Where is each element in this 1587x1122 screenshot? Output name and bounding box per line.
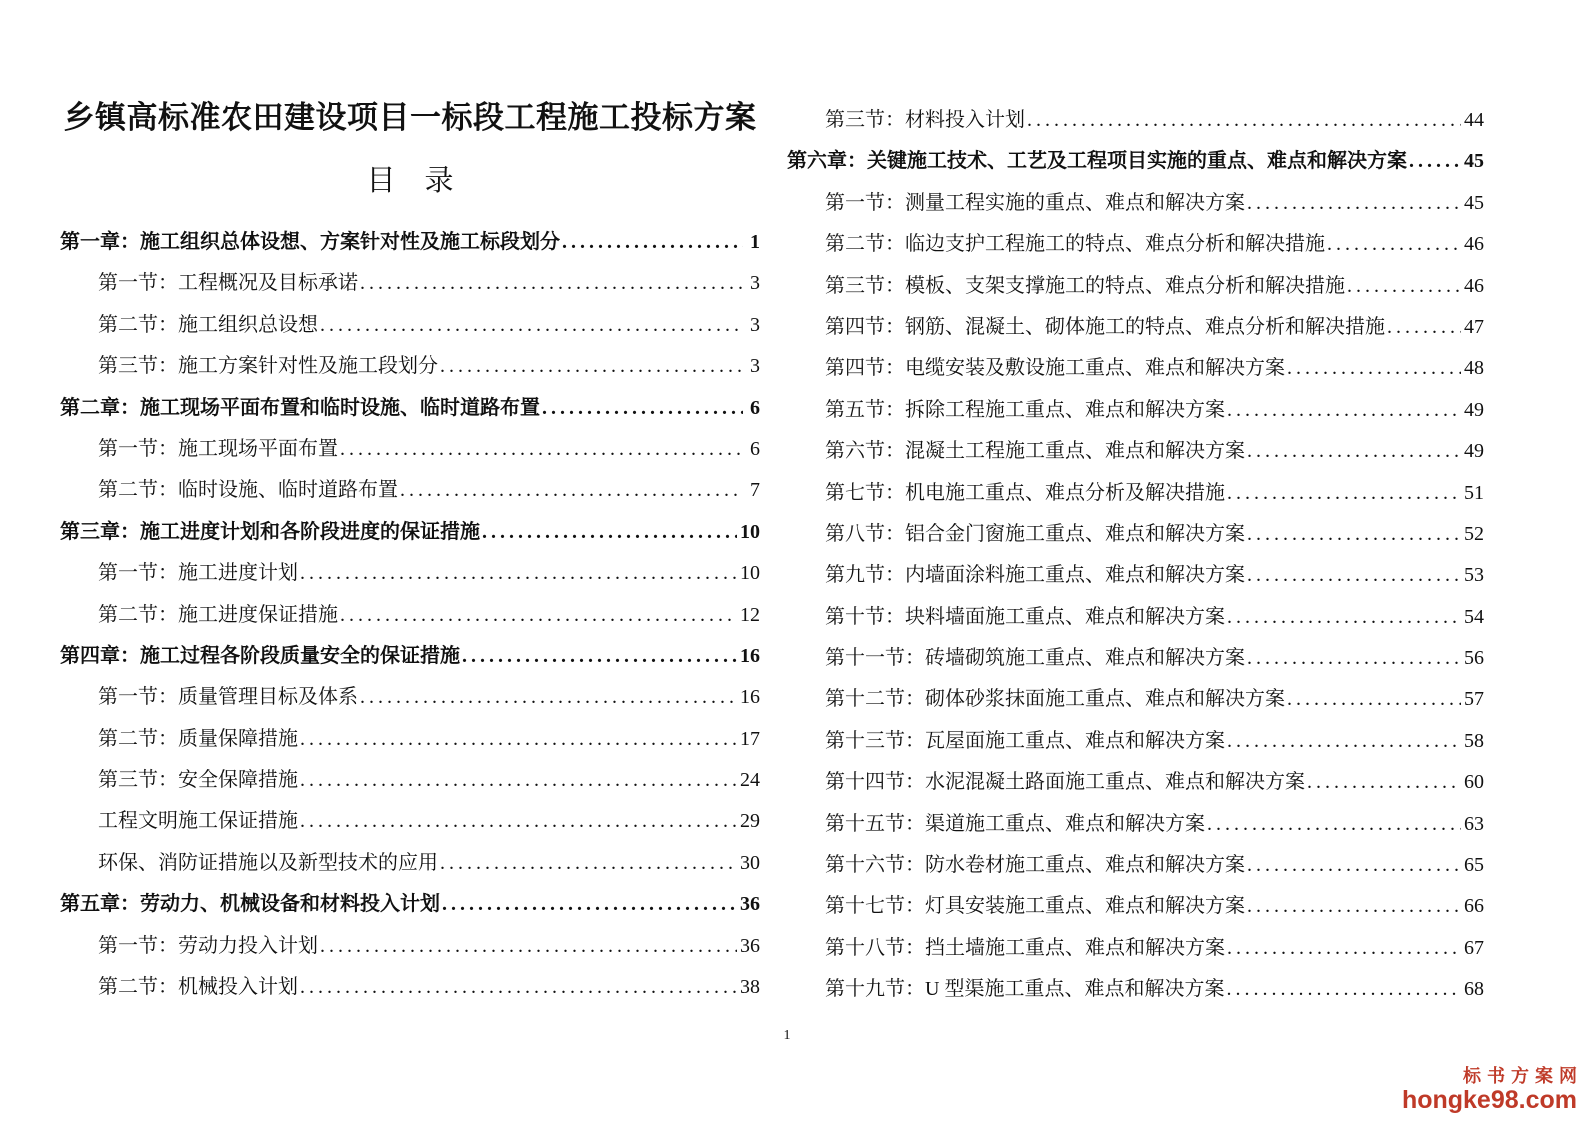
toc-leader-dots bbox=[1227, 721, 1461, 762]
toc-entry-label: 第十七节：灯具安装施工重点、难点和解决方案 bbox=[825, 895, 1245, 918]
toc-column-right bbox=[787, 100, 1484, 1011]
toc-heading: 目 录 bbox=[366, 165, 454, 197]
toc-entry-label: 第二章：施工现场平面布置和临时设施、临时道路布置 bbox=[60, 396, 540, 419]
toc-entry-label: 第一节：工程概况及目标承诺 bbox=[98, 272, 358, 295]
toc-leader-dots bbox=[1307, 762, 1461, 803]
toc-entry-label: 第十六节：防水卷材施工重点、难点和解决方案 bbox=[825, 854, 1245, 877]
toc-entry-label: 第一节：施工现场平面布置 bbox=[98, 437, 338, 460]
toc-entry bbox=[787, 307, 1484, 348]
toc-entry-label: 第三节：安全保障措施 bbox=[98, 769, 298, 792]
toc-entry bbox=[60, 884, 760, 925]
toc-entry-label: 第一节：施工进度计划 bbox=[98, 562, 298, 585]
toc-leader-dots bbox=[1227, 928, 1461, 969]
toc-entry-page: 6 bbox=[750, 437, 760, 460]
toc-entry-page: 1 bbox=[750, 231, 760, 253]
toc-leader-dots bbox=[1247, 845, 1461, 886]
toc-entry bbox=[787, 886, 1484, 927]
toc-entry-label: 第二节：机械投入计划 bbox=[98, 976, 298, 999]
toc-entry bbox=[60, 470, 760, 511]
toc-leader-dots bbox=[300, 719, 737, 760]
toc-entry-label: 第四节：钢筋、混凝土、砌体施工的特点、难点分析和解决措施 bbox=[825, 315, 1385, 338]
toc-entry bbox=[787, 845, 1484, 886]
toc-leader-dots bbox=[1347, 266, 1461, 307]
toc-entry-page: 58 bbox=[1464, 729, 1484, 752]
toc-entry-label: 环保、消防证措施以及新型技术的应用 bbox=[98, 851, 438, 874]
toc-entry-page: 7 bbox=[750, 479, 760, 502]
toc-entry-page: 60 bbox=[1464, 771, 1484, 794]
toc-entry-label: 第一节：测量工程实施的重点、难点和解决方案 bbox=[825, 191, 1245, 214]
toc-entry bbox=[787, 928, 1484, 969]
page-title: 乡镇高标准农田建设项目一标段工程施工投标方案 bbox=[63, 100, 757, 135]
toc-entry-page: 3 bbox=[750, 313, 760, 336]
toc-entry-page: 36 bbox=[740, 893, 760, 916]
toc-entry-page: 66 bbox=[1464, 895, 1484, 918]
toc-leader-dots bbox=[1247, 886, 1461, 927]
toc-entry bbox=[60, 346, 760, 387]
toc-entry bbox=[787, 348, 1484, 389]
toc-entry-page: 10 bbox=[740, 520, 760, 543]
toc-entry-page: 65 bbox=[1464, 854, 1484, 877]
toc-entry-page: 46 bbox=[1464, 274, 1484, 297]
toc-leader-dots bbox=[1227, 390, 1461, 431]
toc-entry-page: 30 bbox=[740, 851, 760, 874]
toc-entry bbox=[787, 638, 1484, 679]
toc-entry-page: 53 bbox=[1464, 564, 1484, 587]
toc-entry-page: 36 bbox=[740, 934, 760, 957]
toc-leader-dots bbox=[340, 429, 743, 470]
toc-entry bbox=[787, 969, 1484, 1010]
toc-leader-dots bbox=[1387, 307, 1461, 348]
toc-leader-dots bbox=[1247, 514, 1461, 555]
toc-leader-dots bbox=[542, 388, 743, 429]
toc-leader-dots bbox=[1287, 348, 1461, 389]
watermark-site-name: 标书方案网 bbox=[1463, 1065, 1583, 1086]
toc-leader-dots bbox=[1287, 679, 1461, 720]
toc-entry bbox=[60, 222, 760, 263]
toc-entry bbox=[60, 305, 760, 346]
toc-entry-label: 第三节：材料投入计划 bbox=[825, 109, 1025, 131]
toc-entry-page: 3 bbox=[750, 272, 760, 295]
toc-entry-page: 12 bbox=[740, 603, 760, 626]
toc-entry bbox=[787, 141, 1484, 182]
toc-entry bbox=[787, 266, 1484, 307]
toc-entry-page: 51 bbox=[1464, 481, 1484, 504]
toc-leader-dots bbox=[300, 760, 737, 801]
toc-leader-dots bbox=[400, 470, 743, 511]
toc-entry bbox=[60, 512, 760, 553]
toc-leader-dots bbox=[1327, 224, 1461, 265]
toc-entry-label: 第六节：混凝土工程施工重点、难点和解决方案 bbox=[825, 440, 1245, 463]
toc-leader-dots bbox=[1247, 638, 1461, 679]
toc-leader-dots bbox=[1247, 183, 1461, 224]
toc-entry-label: 第三节：模板、支架支撑施工的特点、难点分析和解决措施 bbox=[825, 274, 1345, 297]
toc-entry-page: 56 bbox=[1464, 647, 1484, 670]
toc-leader-dots bbox=[462, 636, 737, 677]
toc-leader-dots bbox=[360, 677, 737, 718]
toc-leader-dots bbox=[300, 801, 737, 842]
toc-entry-page: 45 bbox=[1464, 150, 1484, 173]
toc-leader-dots bbox=[442, 884, 737, 925]
toc-entry-label: 第九节：内墙面涂料施工重点、难点和解决方案 bbox=[825, 564, 1245, 587]
toc-entry-label: 第二节：临边支护工程施工的特点、难点分析和解决措施 bbox=[825, 233, 1325, 256]
toc-entry bbox=[787, 473, 1484, 514]
toc-entry-label: 第三章：施工进度计划和各阶段进度的保证措施 bbox=[60, 520, 480, 543]
toc-entry-label: 第十四节：水泥混凝土路面施工重点、难点和解决方案 bbox=[825, 771, 1305, 794]
toc-entry-page: 46 bbox=[1464, 233, 1484, 256]
toc-entry bbox=[60, 677, 760, 718]
toc-entry-page: 10 bbox=[740, 562, 760, 585]
toc-entry bbox=[787, 183, 1484, 224]
toc-entry-page: 67 bbox=[1464, 936, 1484, 959]
toc-entry bbox=[60, 595, 760, 636]
toc-entry-page: 54 bbox=[1464, 605, 1484, 628]
toc-leader-dots bbox=[1207, 804, 1461, 845]
toc-leader-dots bbox=[1409, 141, 1461, 182]
toc-entry-label: 第四节：电缆安装及敷设施工重点、难点和解决方案 bbox=[825, 357, 1285, 380]
toc-leader-dots bbox=[1247, 555, 1461, 596]
toc-leader-dots bbox=[1226, 969, 1461, 1010]
toc-entry-label: 第十九节：U 型渠施工重点、难点和解决方案 bbox=[825, 978, 1225, 1001]
toc-entry-page: 52 bbox=[1464, 522, 1484, 545]
toc-entry bbox=[787, 224, 1484, 265]
toc-entry bbox=[787, 679, 1484, 720]
toc-entry bbox=[787, 390, 1484, 431]
toc-leader-dots bbox=[320, 305, 743, 346]
toc-entry-label: 第三节：施工方案针对性及施工段划分 bbox=[98, 355, 438, 378]
toc-entry-page: 49 bbox=[1464, 440, 1484, 463]
toc-entry-label: 第一节：劳动力投入计划 bbox=[98, 934, 318, 957]
toc-entry bbox=[60, 429, 760, 470]
toc-leader-dots bbox=[360, 263, 743, 304]
toc-entry-page: 17 bbox=[740, 727, 760, 750]
toc-entry bbox=[787, 804, 1484, 845]
toc-entry-label: 第二节：临时设施、临时道路布置 bbox=[98, 479, 398, 502]
watermark bbox=[1401, 1065, 1583, 1114]
toc-leader-dots bbox=[1227, 473, 1461, 514]
toc-entry bbox=[787, 597, 1484, 638]
toc-entry-label: 第一节：质量管理目标及体系 bbox=[98, 686, 358, 709]
toc-entry-label: 第二节：施工组织总设想 bbox=[98, 313, 318, 336]
toc-leader-dots bbox=[1227, 597, 1461, 638]
toc-entry-page: 29 bbox=[740, 810, 760, 833]
toc-leader-dots bbox=[1027, 100, 1461, 141]
toc-entry bbox=[787, 514, 1484, 555]
toc-entry-label: 第十八节：挡土墙施工重点、难点和解决方案 bbox=[825, 936, 1225, 959]
toc-entry-page: 68 bbox=[1464, 978, 1484, 1001]
footer-page-number: 1 bbox=[783, 1028, 791, 1043]
toc-entry bbox=[60, 926, 760, 967]
toc-entry bbox=[60, 967, 760, 1008]
toc-column-left bbox=[60, 222, 760, 1008]
toc-entry-label: 第十二节：砌体砂浆抹面施工重点、难点和解决方案 bbox=[825, 688, 1285, 711]
toc-entry-label: 第二节：质量保障措施 bbox=[98, 727, 298, 750]
toc-entry bbox=[60, 553, 760, 594]
toc-entry-page: 44 bbox=[1464, 109, 1484, 131]
toc-entry-page: 48 bbox=[1464, 357, 1484, 380]
toc-entry-page: 16 bbox=[740, 644, 760, 667]
toc-entry-page: 16 bbox=[740, 686, 760, 709]
toc-entry-page: 38 bbox=[740, 976, 760, 999]
toc-leader-dots bbox=[440, 346, 743, 387]
toc-entry-label: 第十三节：瓦屋面施工重点、难点和解决方案 bbox=[825, 729, 1225, 752]
toc-entry-page: 6 bbox=[750, 396, 760, 419]
toc-entry-label: 第五节：拆除工程施工重点、难点和解决方案 bbox=[825, 398, 1225, 421]
toc-entry-label: 第七节：机电施工重点、难点分析及解决措施 bbox=[825, 481, 1225, 504]
toc-entry bbox=[787, 431, 1484, 472]
toc-leader-dots bbox=[320, 926, 737, 967]
toc-entry bbox=[60, 760, 760, 801]
toc-entry bbox=[60, 843, 760, 884]
toc-entry-page: 24 bbox=[740, 769, 760, 792]
toc-entry bbox=[787, 555, 1484, 596]
toc-entry bbox=[60, 719, 760, 760]
toc-entry-label: 第十五节：渠道施工重点、难点和解决方案 bbox=[825, 812, 1205, 835]
toc-entry-label: 工程文明施工保证措施 bbox=[98, 810, 298, 833]
toc-leader-dots bbox=[340, 595, 737, 636]
toc-entry bbox=[60, 388, 760, 429]
toc-entry-label: 第一章：施工组织总体设想、方案针对性及施工标段划分 bbox=[60, 231, 560, 253]
toc-entry bbox=[787, 762, 1484, 803]
toc-entry-label: 第十节：块料墙面施工重点、难点和解决方案 bbox=[825, 605, 1225, 628]
toc-entry bbox=[60, 636, 760, 677]
toc-entry-label: 第八节：铝合金门窗施工重点、难点和解决方案 bbox=[825, 522, 1245, 545]
toc-entry-page: 49 bbox=[1464, 398, 1484, 421]
toc-entry-page: 47 bbox=[1464, 315, 1484, 338]
toc-leader-dots bbox=[440, 843, 737, 884]
toc-entry-label: 第二节：施工进度保证措施 bbox=[98, 603, 338, 626]
toc-entry-page: 45 bbox=[1464, 191, 1484, 214]
toc-leader-dots bbox=[300, 967, 737, 1008]
toc-entry-label: 第十一节：砖墙砌筑施工重点、难点和解决方案 bbox=[825, 647, 1245, 670]
toc-entry bbox=[60, 801, 760, 842]
toc-leader-dots bbox=[1247, 431, 1461, 472]
toc-entry-page: 57 bbox=[1464, 688, 1484, 711]
toc-leader-dots bbox=[300, 553, 737, 594]
toc-leader-dots bbox=[562, 222, 743, 263]
toc-entry-label: 第四章：施工过程各阶段质量安全的保证措施 bbox=[60, 644, 460, 667]
toc-entry-label: 第六章：关键施工技术、工艺及工程项目实施的重点、难点和解决方案 bbox=[787, 150, 1407, 173]
watermark-site-url: hongke98.com bbox=[1401, 1085, 1577, 1114]
toc-entry-page: 3 bbox=[750, 355, 760, 378]
toc-entry bbox=[60, 263, 760, 304]
toc-entry bbox=[787, 721, 1484, 762]
toc-entry-label: 第五章：劳动力、机械设备和材料投入计划 bbox=[60, 893, 440, 916]
toc-leader-dots bbox=[482, 512, 737, 553]
toc-entry bbox=[787, 100, 1484, 141]
toc-entry-page: 63 bbox=[1464, 812, 1484, 835]
